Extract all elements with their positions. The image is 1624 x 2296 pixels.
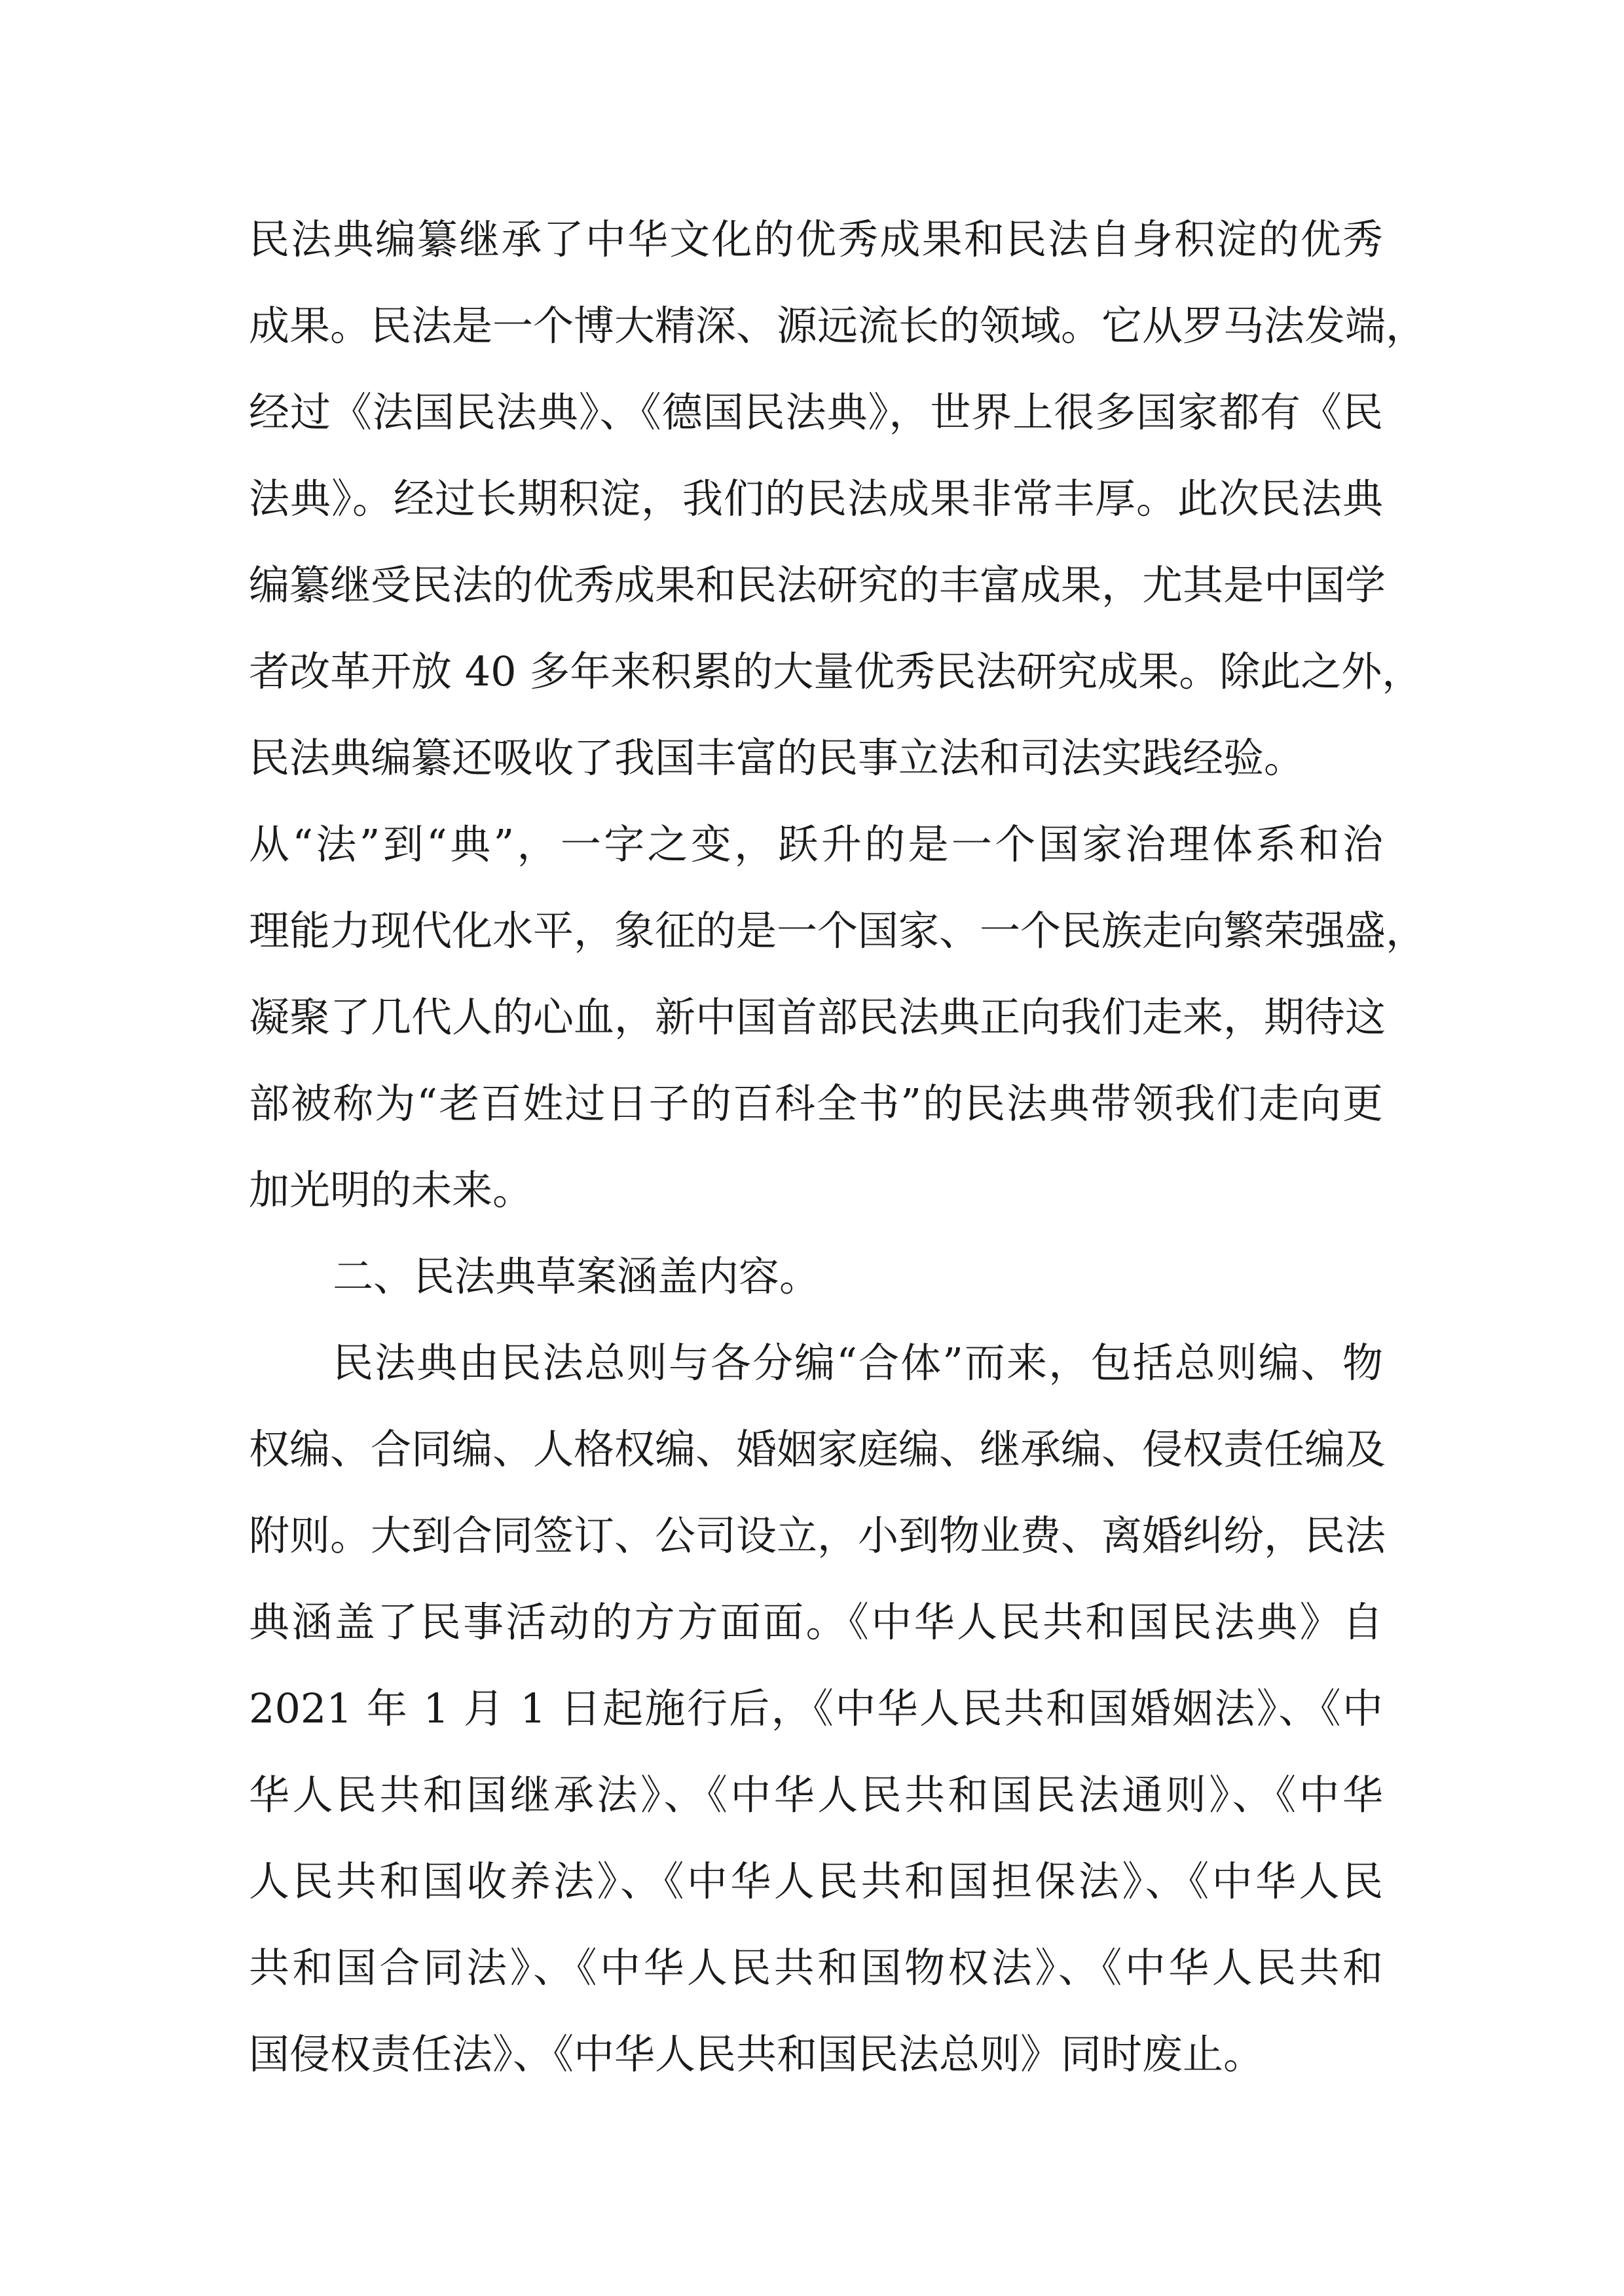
text-line: 典涵盖了民事活动的方方面面。《中华人民共和国民法典》自 <box>249 1598 1383 1646</box>
text-line: 2021 年 1 月 1 日起施行后，《中华人民共和国婚姻法》、《中 <box>249 1685 1383 1732</box>
text-line: 经过《法国民法典》、《德国民法典》，世界上很多国家都有《民 <box>249 388 1383 436</box>
section-heading: 二、民法典草案涵盖内容。 <box>333 1252 821 1300</box>
text-line: 华人民共和国继承法》、《中华人民共和国民法通则》、《中华 <box>249 1771 1383 1819</box>
text-line: 附则。大到合同签订、公司设立，小到物业费、离婚纠纷，民法 <box>249 1512 1386 1559</box>
text-line: 编纂继受民法的优秀成果和民法研究的丰富成果，尤其是中国学 <box>249 561 1386 609</box>
text-line: 法典》。经过长期积淀，我们的民法成果非常丰厚。此次民法典 <box>249 475 1383 522</box>
text-line: 民法典编纂继承了中华文化的优秀成果和民法自身积淀的优秀 <box>249 215 1383 263</box>
text-line: 人民共和国收养法》、《中华人民共和国担保法》、《中华人民 <box>249 1857 1383 1905</box>
text-line: 民法典编纂还吸收了我国丰富的民事立法和司法实践经验。 <box>249 734 1305 782</box>
text-line: 者改革开放 40 多年来积累的大量优秀民法研究成果。除此之外， <box>249 647 1423 695</box>
text-line: 共和国合同法》、《中华人民共和国物权法》、《中华人民共和 <box>249 1944 1383 1992</box>
text-line: 民法典由民法总则与各分编“合体”而来，包括总则编、物 <box>333 1339 1383 1387</box>
text-line: 从“法”到“典”，一字之变，跃升的是一个国家治理体系和治 <box>249 820 1383 868</box>
text-line: 成果。民法是一个博大精深、源远流长的领域。它从罗马法发端， <box>249 302 1427 350</box>
text-line: 理能力现代化水平，象征的是一个国家、一个民族走向繁荣强盛， <box>249 907 1427 955</box>
text-line: 凝聚了几代人的心血，新中国首部民法典正向我们走来，期待这 <box>249 993 1386 1041</box>
text-line: 权编、合同编、人格权编、婚姻家庭编、继承编、侵权责任编及 <box>249 1425 1386 1473</box>
text-line: 加光明的未来。 <box>249 1166 534 1214</box>
text-line: 部被称为“老百姓过日子的百科全书”的民法典带领我们走向更 <box>249 1080 1383 1127</box>
text-line: 国侵权责任法》、《中华人民共和国民法总则》同时废止。 <box>249 2030 1264 2078</box>
